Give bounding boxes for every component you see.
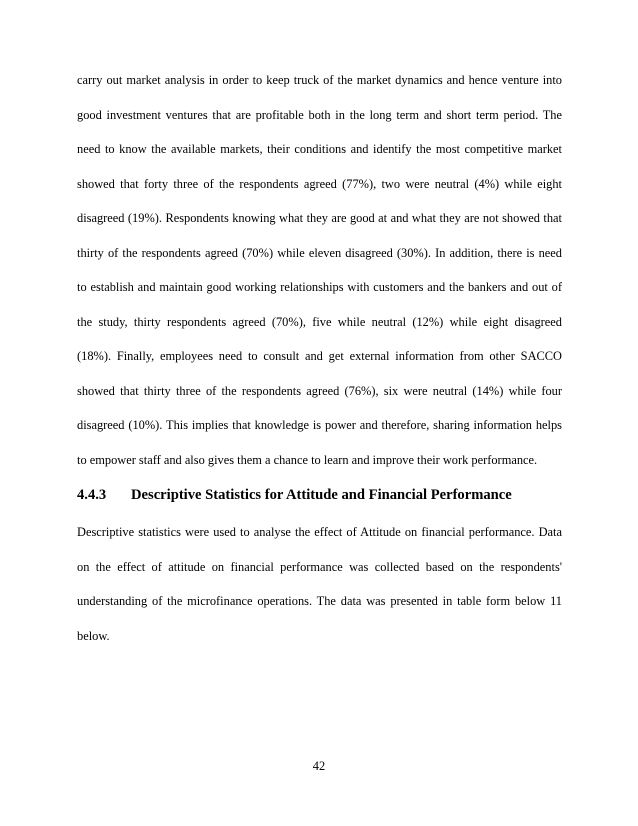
section-number: 4.4.3	[77, 487, 107, 503]
text-line: thirty of the respondents agreed (70%) while eleven disagreed (30%). In addition, there is need	[77, 246, 562, 260]
text-line: on the effect of attitude on financial performance was collected based on the respondents'	[77, 560, 562, 574]
text-line: Descriptive statistics were used to analyse the effect of Attitude on financial performance. Data	[77, 525, 562, 539]
text-line: carry out market analysis in order to keep truck of the market dynamics and hence venture into	[77, 73, 562, 87]
text-line: showed that forty three of the respondents agreed (77%), two were neutral (4%) while eight	[77, 177, 562, 191]
text-line: understanding of the microfinance operations. The data was presented in table form below 11	[77, 594, 562, 608]
text-line: below.	[77, 629, 110, 643]
text-line: disagreed (19%). Respondents knowing what they are good at and what they are not showed that	[77, 211, 562, 225]
text-line: good investment ventures that are profitable both in the long term and short term period. The	[77, 108, 562, 122]
section-heading	[77, 487, 512, 504]
text-line: the study, thirty respondents agreed (70%), five while neutral (12%) while eight disagreed	[77, 315, 562, 329]
text-line: disagreed (10%). This implies that knowledge is power and therefore, sharing information helps	[77, 418, 562, 432]
text-line: need to know the available markets, their conditions and identify the most competitive market	[77, 142, 562, 156]
text-line: (18%). Finally, employees need to consult and get external information from other SACCO	[77, 349, 562, 363]
text-line: to empower staff and also gives them a chance to learn and improve their work performance.	[77, 453, 538, 467]
page-number: 42	[312, 759, 326, 773]
text-line: to establish and maintain good working relationships with customers and the bankers and out of	[77, 280, 562, 294]
section-title: Descriptive Statistics for Attitude and Financial Performance	[131, 487, 512, 503]
text-line: showed that thirty three of the respondents agreed (76%), six were neutral (14%) while four	[77, 384, 562, 398]
